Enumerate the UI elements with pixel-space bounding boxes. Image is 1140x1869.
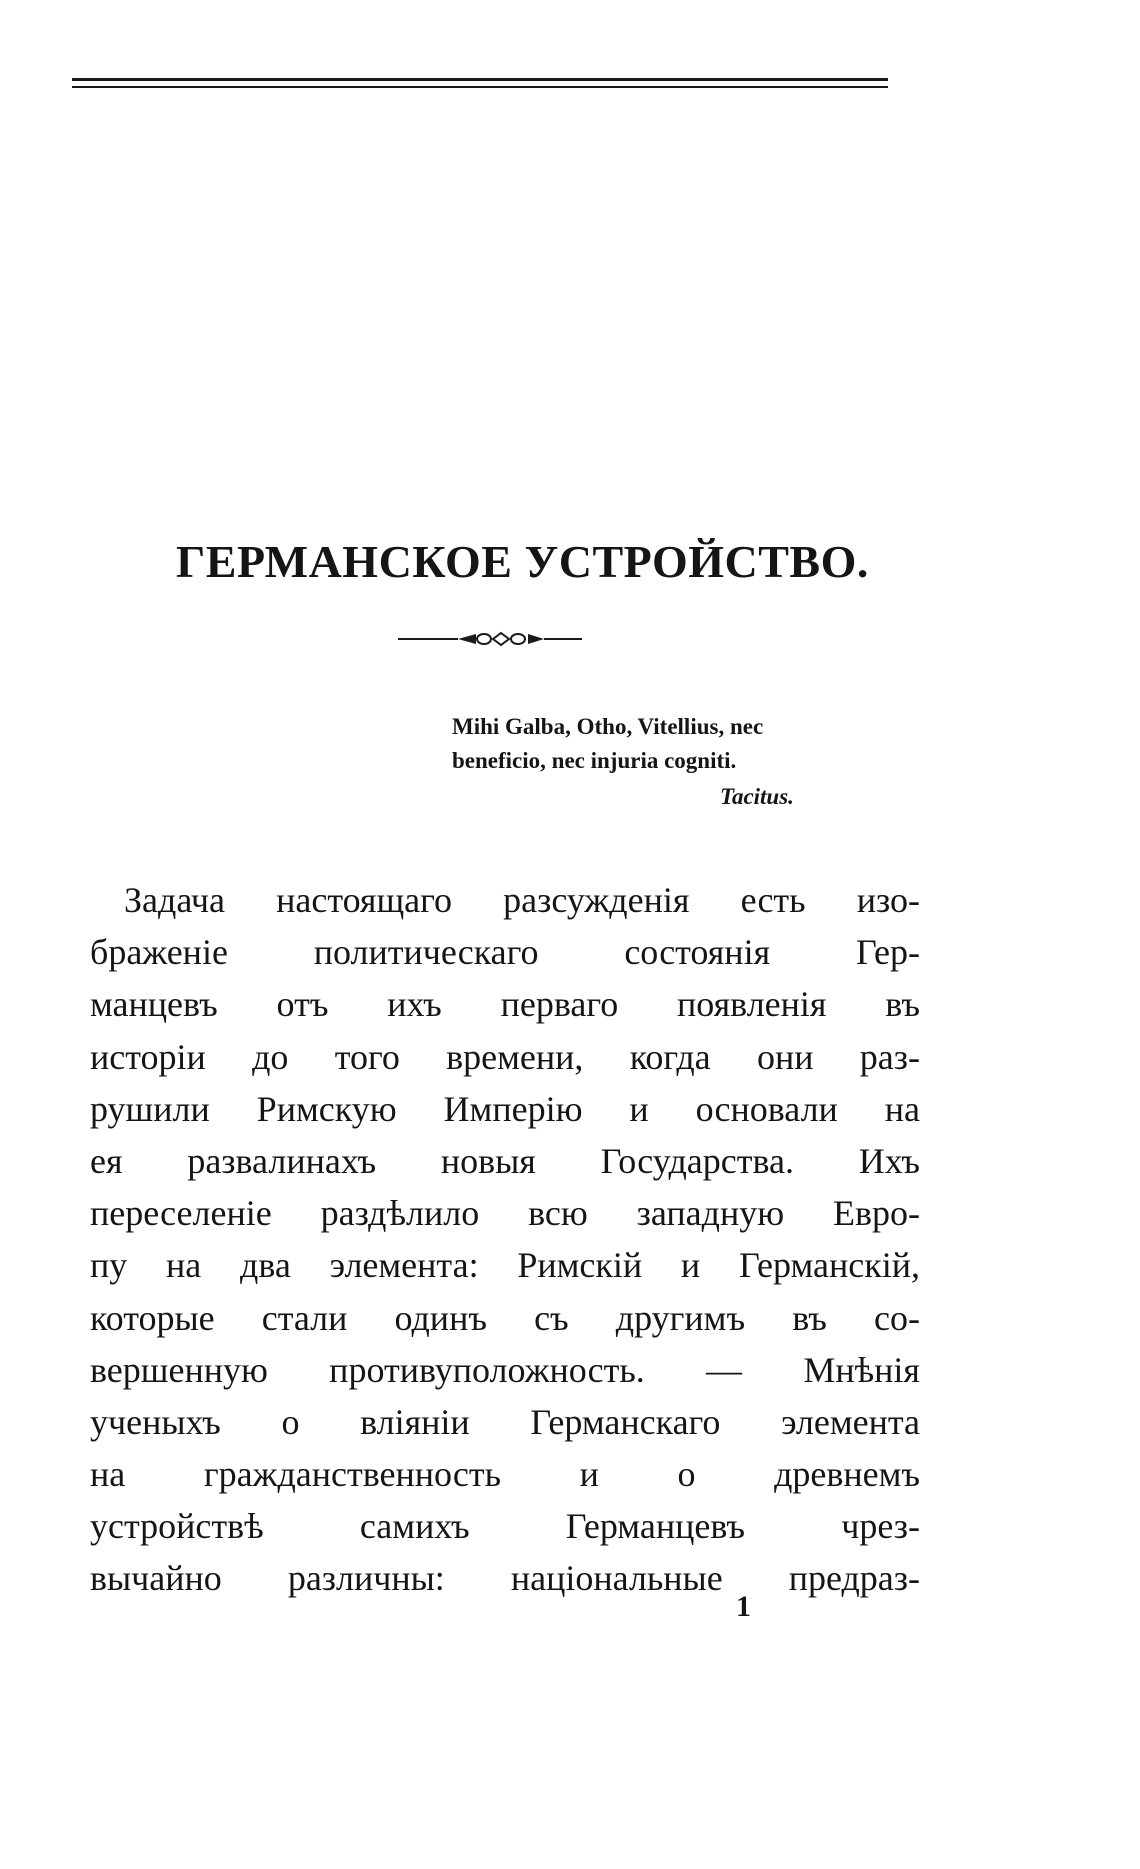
epigraph-line: Mihi Galba, Otho, Vitellius, nec <box>452 714 764 739</box>
text-line: на гражданственность и о древнемъ <box>90 1454 920 1495</box>
text-line: исторіи до того времени, когда они раз- <box>90 1036 920 1077</box>
text-line: ея развалинахъ новыя Государства. Ихъ <box>90 1140 920 1181</box>
text-line: манцевъ отъ ихъ перваго появленія въ <box>90 984 920 1025</box>
epigraph-author: Tacitus. <box>720 784 794 809</box>
page-number: 1 <box>736 1590 751 1623</box>
text-line: ученыхъ о вліяніи Германскаго элемента <box>90 1401 920 1442</box>
text-line: пу на два элемента: Римскій и Германскій, <box>90 1245 920 1286</box>
text-line: вершенную противуположность. — Мнѣнія <box>90 1349 920 1390</box>
text-line: переселеніе раздѣлило всю западную Евро- <box>90 1193 920 1234</box>
top-double-rule <box>72 78 888 88</box>
body-paragraph <box>90 874 920 1605</box>
epigraph <box>452 710 922 814</box>
text-line: которые стали одинъ съ другимъ въ со- <box>90 1297 920 1338</box>
page-title: ГЕРМАНСКОЕ УСТРОЙСТВО. <box>176 536 869 587</box>
text-line: устройствѣ самихъ Германцевъ чрез- <box>90 1506 920 1547</box>
ornament-divider-icon <box>398 626 588 652</box>
epigraph-line: beneficio, nec injuria cogniti. <box>452 748 737 773</box>
text-line: браженіе политическаго состоянія Гер- <box>90 932 920 973</box>
text-line: вычайно различны: національные предраз- <box>90 1558 920 1599</box>
text-line: Задача настоящаго разсужденія есть изо- <box>124 880 920 920</box>
text-line: рушили Римскую Имперію и основали на <box>90 1088 920 1129</box>
